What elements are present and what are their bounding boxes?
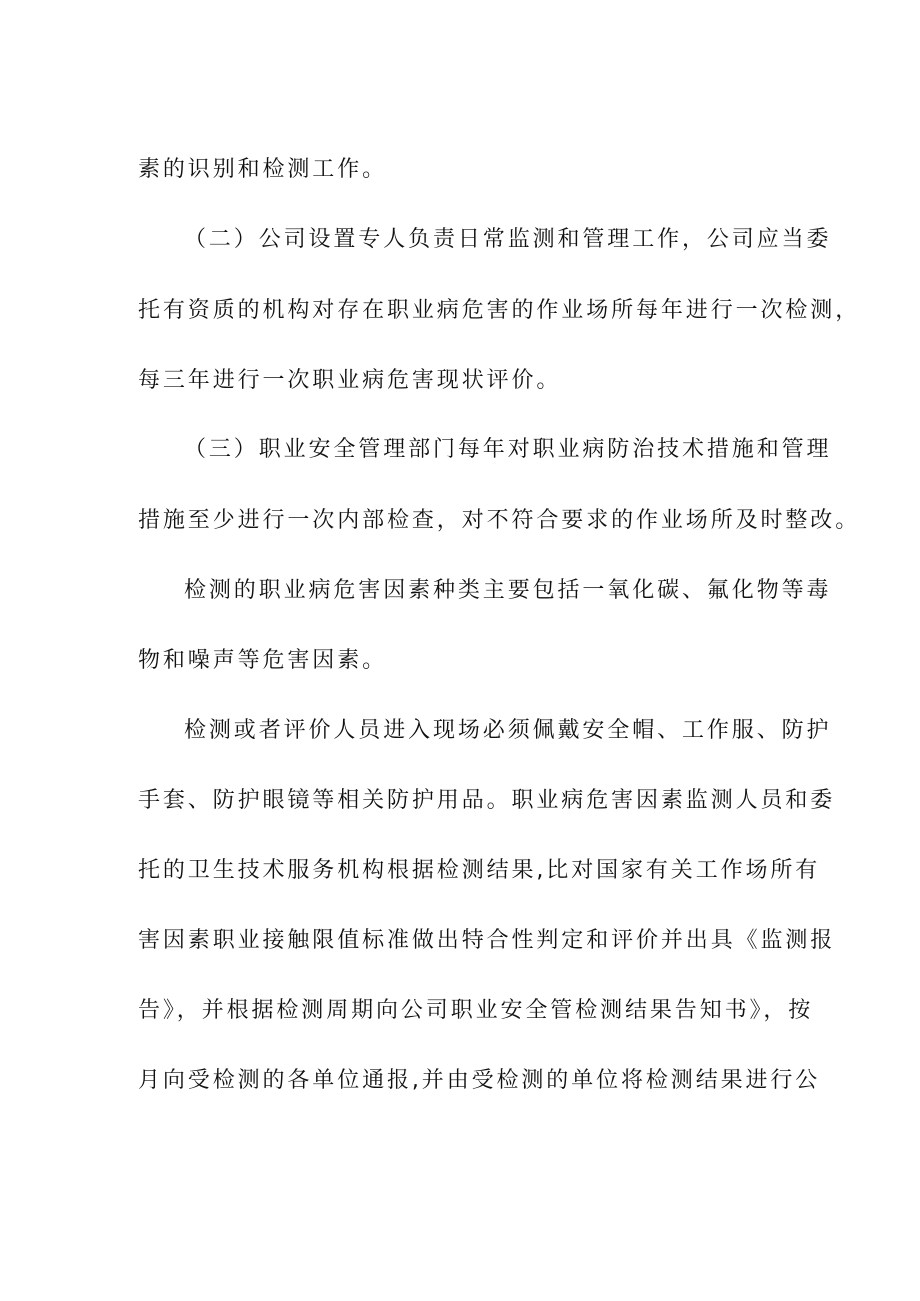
paragraph-4-start: 检测的职业病危害因素种类主要包括一氧化碳、氟化物等毒 — [184, 578, 832, 603]
text-line: 告》，并根据检测周期向公司职业安全管检测结果告知书》，按 — [138, 998, 814, 1023]
text-line: 每三年进行一次职业病危害现状评价。 — [138, 368, 562, 393]
text-line: 措施至少进行一次内部检查，对不符合要求的作业场所及时整改。 — [138, 508, 861, 533]
text-line: 托的卫生技术服务机构根据检测结果,比对国家有关工作场所有 — [138, 858, 821, 883]
text-line: 素的识别和检测工作。 — [138, 157, 388, 182]
text-line: 托有资质的机构对存在职业病危害的作业场所每年进行一次检测， — [138, 298, 861, 323]
paragraph-3-start: （三）职业安全管理部门每年对职业病防治技术措施和管理 — [184, 437, 832, 462]
text-line: 害因素职业接触限值标准做出特合性判定和评价并出具《监测报 — [138, 928, 836, 953]
text-line: 物和噪声等危害因素。 — [138, 648, 388, 673]
text-line: 月向受检测的各单位通报,并由受检测的单位将检测结果进行公 — [138, 1068, 821, 1093]
paragraph-2-start: （二）公司设置专人负责日常监测和管理工作，公司应当委 — [184, 227, 832, 252]
paragraph-5-start: 检测或者评价人员进入现场必须佩戴安全帽、工作服、防护 — [184, 718, 832, 743]
text-line: 手套、防护眼镜等相关防护用品。职业病危害因素监测人员和委 — [138, 788, 836, 813]
